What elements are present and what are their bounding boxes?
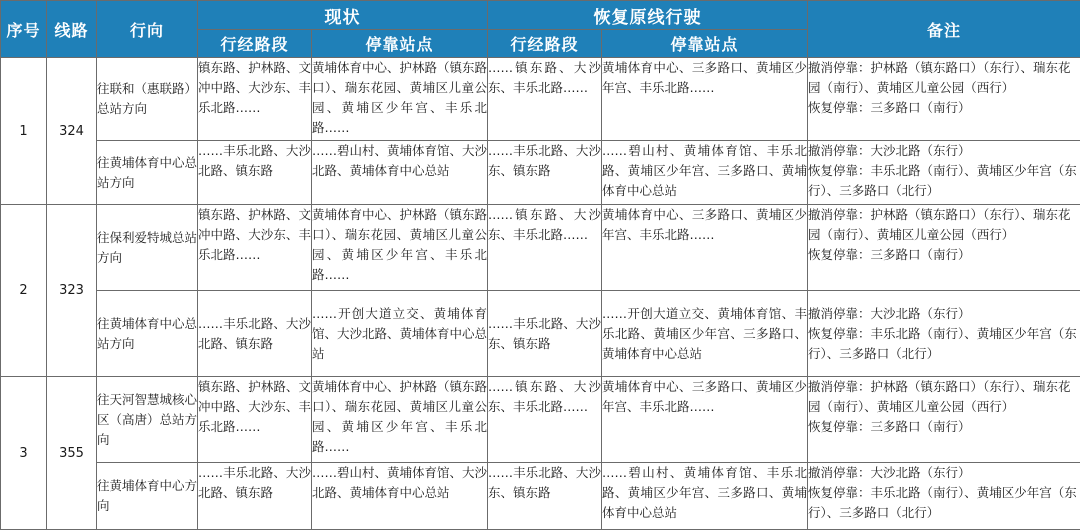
remark-cancel: 撤消停靠：大沙北路（东行）	[808, 141, 1080, 161]
current-segment: ……丰乐北路、大沙北路、镇东路	[198, 463, 312, 530]
current-stops: 黄埔体育中心、护林路（镇东路口）、瑞东花园、黄埔区儿童公园、黄埔区少年宫、丰乐北路……	[312, 58, 488, 141]
remark-cancel: 撤消停靠：大沙北路（东行）	[808, 463, 1080, 483]
header-current-stops: 停靠站点	[312, 30, 488, 58]
current-segment: ……丰乐北路、大沙北路、镇东路	[198, 141, 312, 205]
remark-restore: 恢复停靠：丰乐北路（南行）、黄埔区少年宫（东行）、三多路口（北行）	[808, 324, 1080, 364]
remark-cancel: 撤消停靠：护林路（镇东路口）（东行）、瑞东花园（南行）、黄埔区儿童公园（西行）	[808, 377, 1080, 417]
table-row	[1, 463, 1080, 530]
table-row	[1, 291, 1080, 377]
restore-stops: ……碧山村、黄埔体育馆、丰乐北路、黄埔区少年宫、三多路口、黄埔体育中心总站	[602, 463, 808, 530]
remark-cell	[808, 291, 1080, 377]
table-row	[1, 58, 1080, 141]
current-stops: ……碧山村、黄埔体育馆、大沙北路、黄埔体育中心总站	[312, 463, 488, 530]
header-restore-segment: 行经路段	[488, 30, 602, 58]
remark-restore: 恢复停靠：三多路口（南行）	[808, 417, 1080, 437]
direction-cell: 往黄埔体育中心总站方向	[97, 291, 198, 377]
restore-segment: ……镇东路、大沙东、丰乐北路……	[488, 205, 602, 291]
current-stops: ……开创大道立交、黄埔体育馆、大沙北路、黄埔体育中心总站	[312, 291, 488, 377]
direction-cell: 往保利爱特城总站方向	[97, 205, 198, 291]
restore-segment: ……镇东路、大沙东、丰乐北路……	[488, 377, 602, 463]
current-segment: 镇东路、护林路、文冲中路、大沙东、丰乐北路……	[198, 58, 312, 141]
remark-cancel: 撤消停靠：大沙北路（东行）	[808, 304, 1080, 324]
header-restore-stops: 停靠站点	[602, 30, 808, 58]
remark-restore: 恢复停靠：丰乐北路（南行）、黄埔区少年宫（东行）、三多路口（北行）	[808, 161, 1080, 201]
restore-segment: ……镇东路、大沙东、丰乐北路……	[488, 58, 602, 141]
restore-stops: 黄埔体育中心、三多路口、黄埔区少年宫、丰乐北路……	[602, 58, 808, 141]
route-number: 355	[47, 377, 97, 530]
remark-cell	[808, 377, 1080, 463]
route-number: 324	[47, 58, 97, 205]
header-current: 现状	[198, 1, 488, 30]
restore-segment: ……丰乐北路、大沙东、镇东路	[488, 463, 602, 530]
seq-cell: 1	[1, 58, 47, 205]
table-row	[1, 205, 1080, 291]
current-stops: 黄埔体育中心、护林路（镇东路口）、瑞东花园、黄埔区儿童公园、黄埔区少年宫、丰乐北路……	[312, 377, 488, 463]
restore-segment: ……丰乐北路、大沙东、镇东路	[488, 141, 602, 205]
header-direction: 行向	[97, 1, 198, 58]
restore-stops: ……碧山村、黄埔体育馆、丰乐北路、黄埔区少年宫、三多路口、黄埔体育中心总站	[602, 141, 808, 205]
header-remark: 备注	[808, 1, 1080, 58]
current-stops: 黄埔体育中心、护林路（镇东路口）、瑞东花园、黄埔区儿童公园、黄埔区少年宫、丰乐北路……	[312, 205, 488, 291]
direction-cell: 往黄埔体育中心方向	[97, 463, 198, 530]
remark-restore: 恢复停靠：三多路口（南行）	[808, 98, 1080, 118]
header-current-segment: 行经路段	[198, 30, 312, 58]
current-segment: ……丰乐北路、大沙北路、镇东路	[198, 291, 312, 377]
route-number: 323	[47, 205, 97, 377]
table-row	[1, 141, 1080, 205]
header-row-top	[1, 1, 1080, 30]
current-stops: ……碧山村、黄埔体育馆、大沙北路、黄埔体育中心总站	[312, 141, 488, 205]
remark-cell	[808, 463, 1080, 530]
remark-cell	[808, 58, 1080, 141]
restore-stops: 黄埔体育中心、三多路口、黄埔区少年宫、丰乐北路……	[602, 205, 808, 291]
table-row	[1, 377, 1080, 463]
seq-cell: 2	[1, 205, 47, 377]
restore-segment: ……丰乐北路、大沙东、镇东路	[488, 291, 602, 377]
remark-cell	[808, 141, 1080, 205]
direction-cell: 往黄埔体育中心总站方向	[97, 141, 198, 205]
seq-cell: 3	[1, 377, 47, 530]
header-seq: 序号	[1, 1, 47, 58]
current-segment: 镇东路、护林路、文冲中路、大沙东、丰乐北路……	[198, 377, 312, 463]
restore-stops: ……开创大道立交、黄埔体育馆、丰乐北路、黄埔区少年宫、三多路口、黄埔体育中心总站	[602, 291, 808, 377]
remark-cell	[808, 205, 1080, 291]
remark-cancel: 撤消停靠：护林路（镇东路口）（东行）、瑞东花园（南行）、黄埔区儿童公园（西行）	[808, 58, 1080, 98]
header-route: 线路	[47, 1, 97, 58]
current-segment: 镇东路、护林路、文冲中路、大沙东、丰乐北路……	[198, 205, 312, 291]
remark-restore: 恢复停靠：丰乐北路（南行）、黄埔区少年宫（东行）、三多路口（北行）	[808, 483, 1080, 523]
remark-cancel: 撤消停靠：护林路（镇东路口）（东行）、瑞东花园（南行）、黄埔区儿童公园（西行）	[808, 205, 1080, 245]
direction-cell: 往天河智慧城核心区（高唐）总站方向	[97, 377, 198, 463]
restore-stops: 黄埔体育中心、三多路口、黄埔区少年宫、丰乐北路……	[602, 377, 808, 463]
header-restore: 恢复原线行驶	[488, 1, 808, 30]
remark-restore: 恢复停靠：三多路口（南行）	[808, 245, 1080, 265]
direction-cell: 往联和（惠联路）总站方向	[97, 58, 198, 141]
